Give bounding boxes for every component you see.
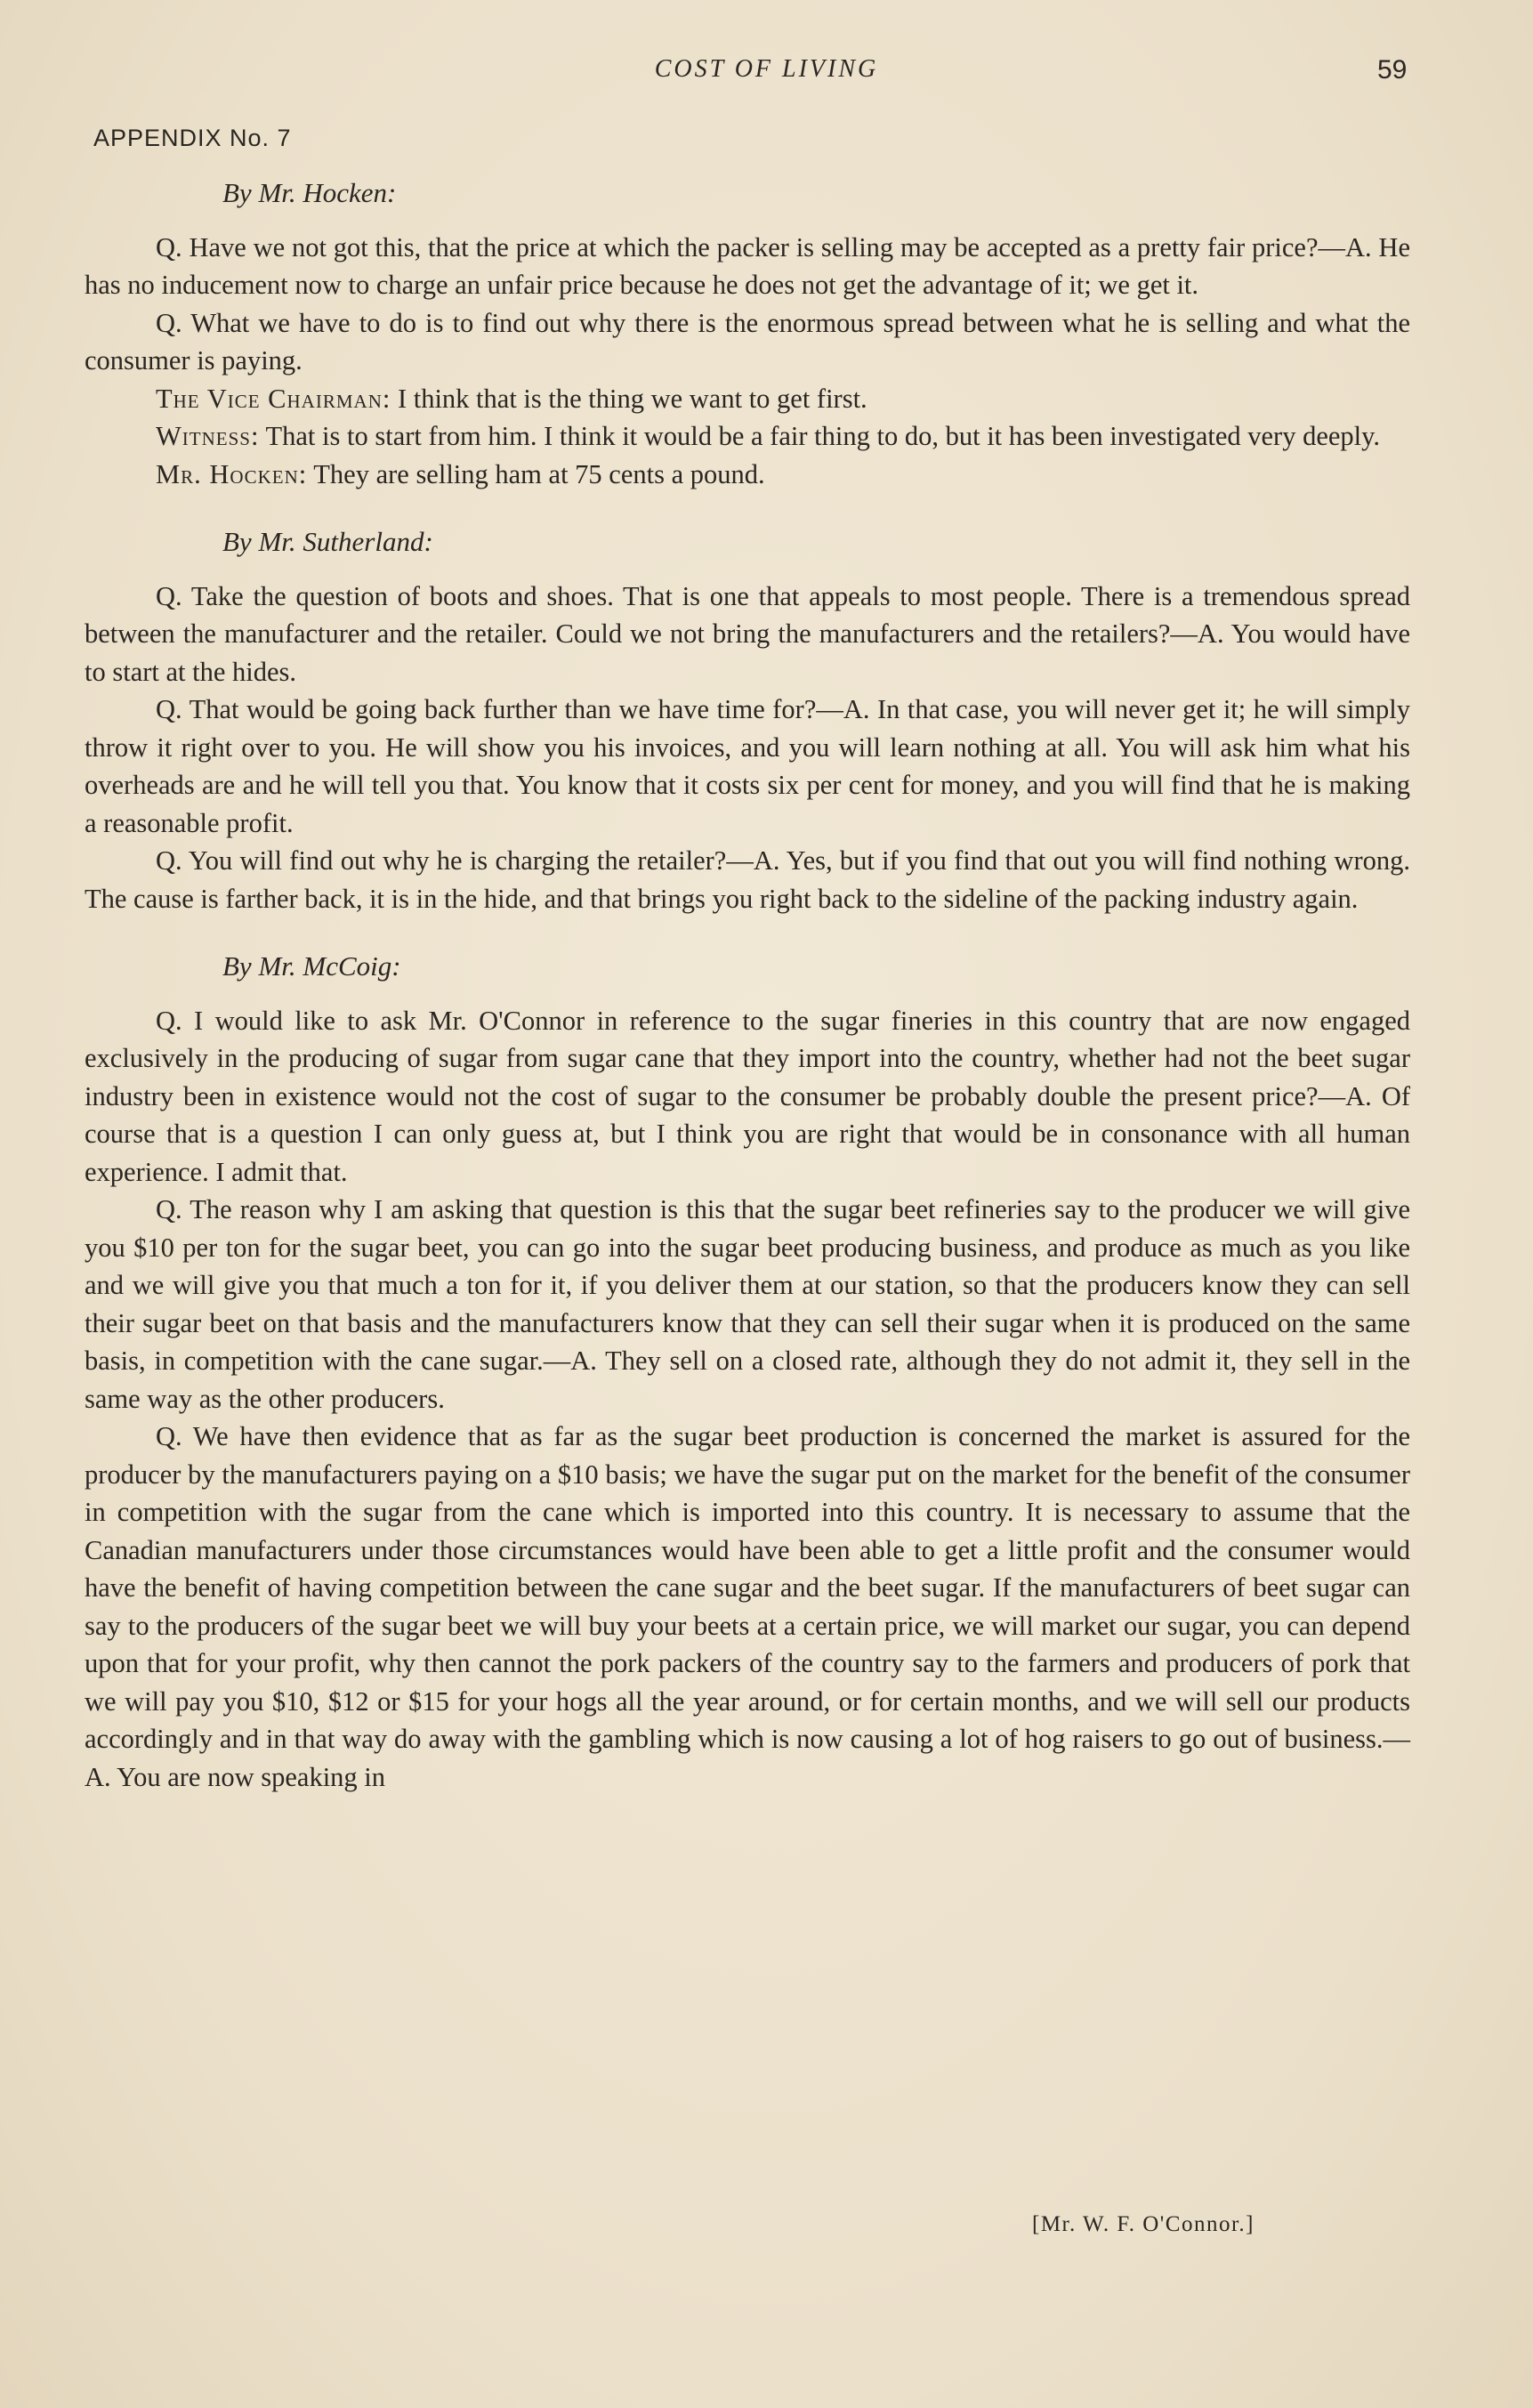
speaker-heading-mccoig: By Mr. McCoig: [222,950,401,982]
paragraph: Q. Have we not got this, that the price at which the packer is selling may be accepted as a pretty fair price?—A. He has no inducement now to charge an unfair price because he does not get the advantage of it; we get it. [85,231,1410,300]
speaker-name: Mr. Hocken: [156,458,308,489]
speech-text: They are selling ham at 75 cents a pound. [307,458,765,489]
paragraph [85,417,1410,456]
section-gap [85,493,1410,523]
paragraph [85,380,1410,418]
appendix-label: APPENDIX No. 7 [93,125,292,151]
speaker-heading-hocken: By Mr. Hocken: [222,177,397,208]
paragraph: Q. We have then evidence that as far as the sugar beet production is concerned the market is assured for the producer by the manufacturers paying on a $10 basis; we have the sugar put on the market for the benefit of the consumer in competition with the sugar from the cane which is imported into this country. It is necessary to assume that the Canadian manufacturers under those circumstances would have been able to get a little profit and the consumer would have the benefit of having competition between the cane sugar and the beet sugar. If the manufacturers of beet sugar can say to the producers of the sugar beet we will buy your beets at a certain price, we will market our sugar, you can depend upon that for your profit, why then cannot the pork packers of the country say to the farmers and producers of pork that we will pay you $10, $12 or $15 for your hogs all the year around, or for certain months, and we will sell our products accordingly and in that way do away with the gambling which is now causing a lot of hog raisers to go out of business.—A. You are now speaking in [85,1421,1410,1792]
section-gap [85,917,1410,948]
page-number: 59 [1377,55,1408,85]
speaker-heading-sutherland: By Mr. Sutherland: [222,526,433,557]
speaker-name: Witness: [156,421,260,451]
paragraph [85,456,1410,494]
running-title: COST OF LIVING [654,55,879,83]
paragraph: Q. You will find out why he is charging the retailer?—A. Yes, but if you find that out you will find nothing wrong. The cause is farther back, it is in the hide, and that brings you right back to the sideline of the packing industry again. [85,845,1410,914]
paragraph: Q. What we have to do is to find out why there is the enormous spread between what he is selling and what the consumer is paying. [85,307,1410,376]
speech-text: That is to start from him. I think it would be a fair thing to do, but it has been investigated very deeply. [259,421,1381,451]
speaker-name: The Vice Chairman: [156,383,391,414]
footer-attribution: [Mr. W. F. O'Connor.] [1032,2212,1255,2236]
paragraph: Q. Take the question of boots and shoes. That is one that appeals to most people. There is a tremendous spread between the manufacturer and the retailer. Could we not bring the manufacturers and the retailers?—A. You would have to start at the hides. [85,580,1410,687]
body-text [85,174,1410,1796]
speech-text: I think that is the thing we want to get first. [391,383,867,414]
paragraph: Q. That would be going back further than we have time for?—A. In that case, you will never get it; he will simply throw it right over to you. He will show you his invoices, and you will learn nothing at all. You will ask him what his overheads are and he will tell you that. You know that it costs six per cent for money, and you will find that he is making a reasonable profit. [85,694,1410,838]
paragraph: Q. The reason why I am asking that question is this that the sugar beet refineries say to the producer we will give you $10 per ton for the sugar beet, you can go into the sugar beet producing business, and produce as much as you like and we will give you that much a ton for it, if you deliver them at our station, so that the producers know they can sell their sugar beet on that basis and the manufacturers know that they can sell their sugar when it is produced on the same basis, in competition with the cane sugar.—A. They sell on a closed rate, although they do not admit it, they sell in the same way as the other producers. [85,1194,1410,1414]
paragraph: Q. I would like to ask Mr. O'Connor in reference to the sugar fineries in this country that are now engaged exclusively in the producing of sugar from sugar cane that they import into the country, whether had not the beet sugar industry been in existence would not the cost of sugar to the consumer be probably double the present price?—A. Of course that is a question I can only guess at, but I think you are right that would be in consonance with all human experience. I admit that. [85,1005,1410,1187]
